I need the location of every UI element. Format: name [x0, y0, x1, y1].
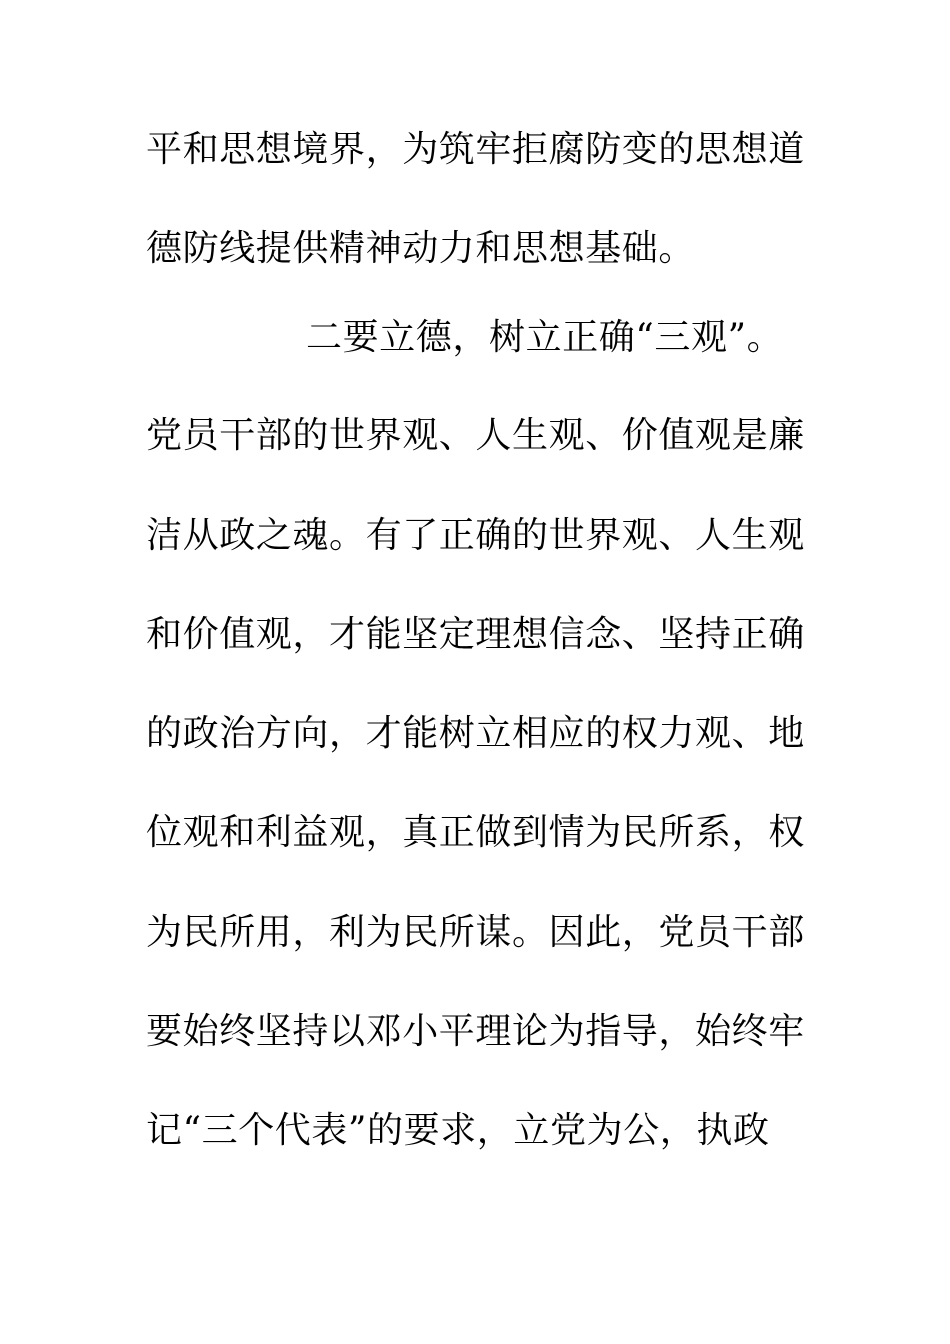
section-heading: 二要立德，树立正确“三观”。 [306, 317, 784, 358]
paragraph-line: 记“三个代表”的要求，立党为公，执政 [146, 1110, 770, 1151]
paragraph-line: 德防线提供精神动力和思想基础。 [146, 228, 696, 269]
paragraph-line: 要始终坚持以邓小平理论为指导，始终牢 [146, 1011, 805, 1052]
paragraph-line: 洁从政之魂。有了正确的世界观、人生观 [146, 515, 805, 556]
paragraph-line: 为民所用，利为民所谋。因此，党员干部 [146, 912, 805, 953]
paragraph-line: 和价值观，才能坚定理想信念、坚持正确 [146, 614, 805, 655]
paragraph-line: 位观和利益观，真正做到情为民所系，权 [146, 812, 805, 853]
paragraph-line: 平和思想境界，为筑牢拒腐防变的思想道 [146, 129, 805, 170]
paragraph-line: 党员干部的世界观、人生观、价值观是廉 [146, 415, 805, 456]
paragraph-line: 的政治方向，才能树立相应的权力观、地 [146, 713, 805, 754]
